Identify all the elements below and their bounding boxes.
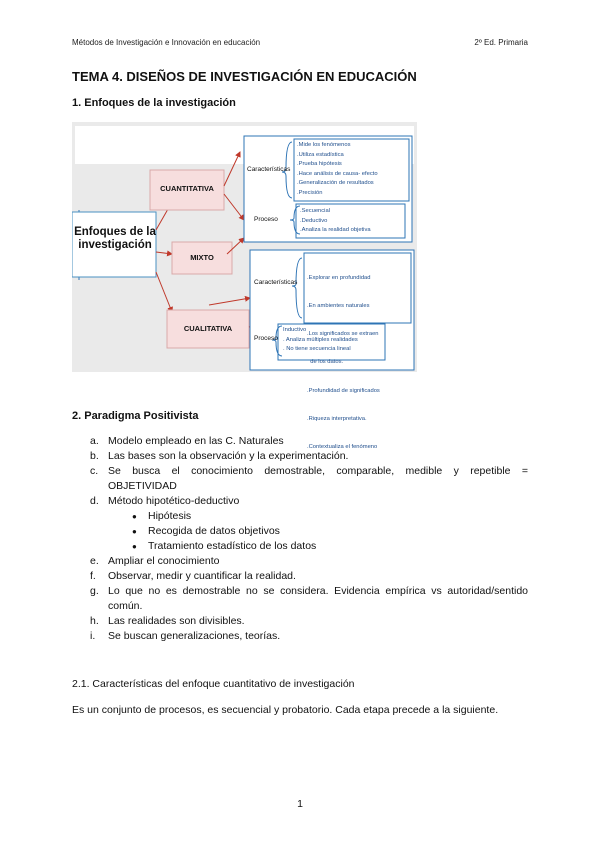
sub-item [90,539,528,554]
qual-char-item: .Contextualiza el fenómeno [307,444,378,451]
header-left: Métodos de Investigación e Innovación en educación [72,38,261,47]
qual-char-item: .Riqueza interpretativa. [307,415,367,422]
cuant-char-label: Características [247,166,291,173]
list-label: g. [90,585,99,597]
list-text-cont: OBJETIVIDAD [108,480,177,492]
section-1-heading: 1. Enfoques de la investigación [72,97,236,109]
list-label: e. [90,555,99,567]
list-label: c. [90,465,99,477]
list-item [90,554,528,569]
cuant-char-item: .Mide los fenómenos [297,142,351,148]
list-label: d. [90,495,99,507]
qual-char-item: .Los significados se extraen [307,331,379,338]
list-label: h. [90,615,99,627]
qual-char-item: .Explorar en profundidad [307,274,371,281]
positivista-list [90,434,528,644]
bullet-icon: ● [132,527,137,536]
list-item [90,614,528,629]
sub-item-text: Tratamiento estadístico de los datos [148,540,317,552]
cuant-char-item: .Generalización de resultados [297,180,374,187]
arrow-cualitativa [156,272,172,312]
arrow-qual-char [209,298,250,305]
list-text: Las bases son la observación y la experimentación. [108,450,349,462]
list-text: Se buscan generalizaciones, teorías. [108,630,281,642]
list-text: Método hipotético-deductivo [108,495,240,507]
list-item [90,434,528,449]
qual-char-item: .En ambientes naturales [307,303,370,310]
cuant-proc-list [300,207,371,236]
qual-proc-list [283,326,358,355]
sub-item [90,524,528,539]
list-text: Lo que no es demostrable no se considera. Evidencia empírica vs autoridad/sentido [108,585,528,597]
sub-item [90,509,528,524]
qual-proc-item: Inductivo [283,327,307,333]
cuant-proc-item: .Deductivo [300,217,328,224]
list-text: Modelo empleado en las C. Naturales [108,435,284,447]
list-text-cont: común. [108,600,143,612]
list-item [90,629,528,644]
list-label: b. [90,450,99,462]
page-number: 1 [297,798,303,810]
list-label: i. [90,630,96,642]
qual-proc-item: . Analiza múltiples realidades [283,336,358,343]
cuant-char-item: .Hace análisis de causa- efecto [297,170,378,177]
section-2-1-paragraph: Es un conjunto de procesos, es secuencial y probatorio. Cada etapa precede a la siguiente. [72,704,499,716]
cuant-proc-label: Proceso [254,216,278,223]
list-text: Ampliar el conocimiento [108,555,220,567]
list-text: Se busca el conocimiento demostrable, comparable, medible y repetible = [108,465,528,477]
header-right: 2º Ed. Primaria [474,38,528,47]
sub-item-text: Recogida de datos objetivos [148,525,280,537]
list-item [90,584,528,599]
bullet-icon: ● [132,512,137,521]
list-label: a. [90,435,99,447]
cuantitativa-label: CUANTITATIVA [160,184,214,193]
cuant-proc-item: .Secuencial [300,208,330,214]
qual-proc-item: . No tiene secuencia lineal [283,346,351,353]
cuant-proc-item: .Analiza la realidad objetiva [300,227,371,234]
qual-char-item: .Profundidad de significados [307,387,380,394]
list-label: f. [90,570,96,582]
list-text: Observar, medir y cuantificar la realidad. [108,570,296,582]
mixto-label: MIXTO [190,253,214,262]
cuant-char-item: .Prueba hipótesis [297,161,342,168]
cualitativa-label: CUALITATIVA [183,324,233,333]
qual-char-item: de los datos. [307,359,344,366]
cuant-char-item: .Utiliza estadística [297,151,344,158]
list-item [90,569,528,584]
bullet-icon: ● [132,542,137,551]
list-item-cont [90,479,528,494]
arrow-cuant-proc [224,194,244,220]
arrow-mixto [156,252,172,254]
cuant-char-item: .Precisión [297,189,323,196]
section-2-1-heading: 2.1. Características del enfoque cuantitativo de investigación [72,678,355,690]
cuant-chars-list [297,141,378,199]
list-item [90,494,528,509]
sub-item-text: Hipótesis [148,510,192,522]
section-2-heading: 2. Paradigma Positivista [72,410,199,422]
list-item-cont [90,599,528,614]
page-title: TEMA 4. DISEÑOS DE INVESTIGACIÓN EN EDUCACIÓN [72,69,417,84]
list-item [90,464,528,479]
main-label: Enfoques de la investigación [74,226,156,251]
list-text: Las realidades son divisibles. [108,615,245,627]
list-item [90,449,528,464]
qual-proc-label: Proceso [254,335,278,342]
qual-char-label: Características [254,279,298,286]
